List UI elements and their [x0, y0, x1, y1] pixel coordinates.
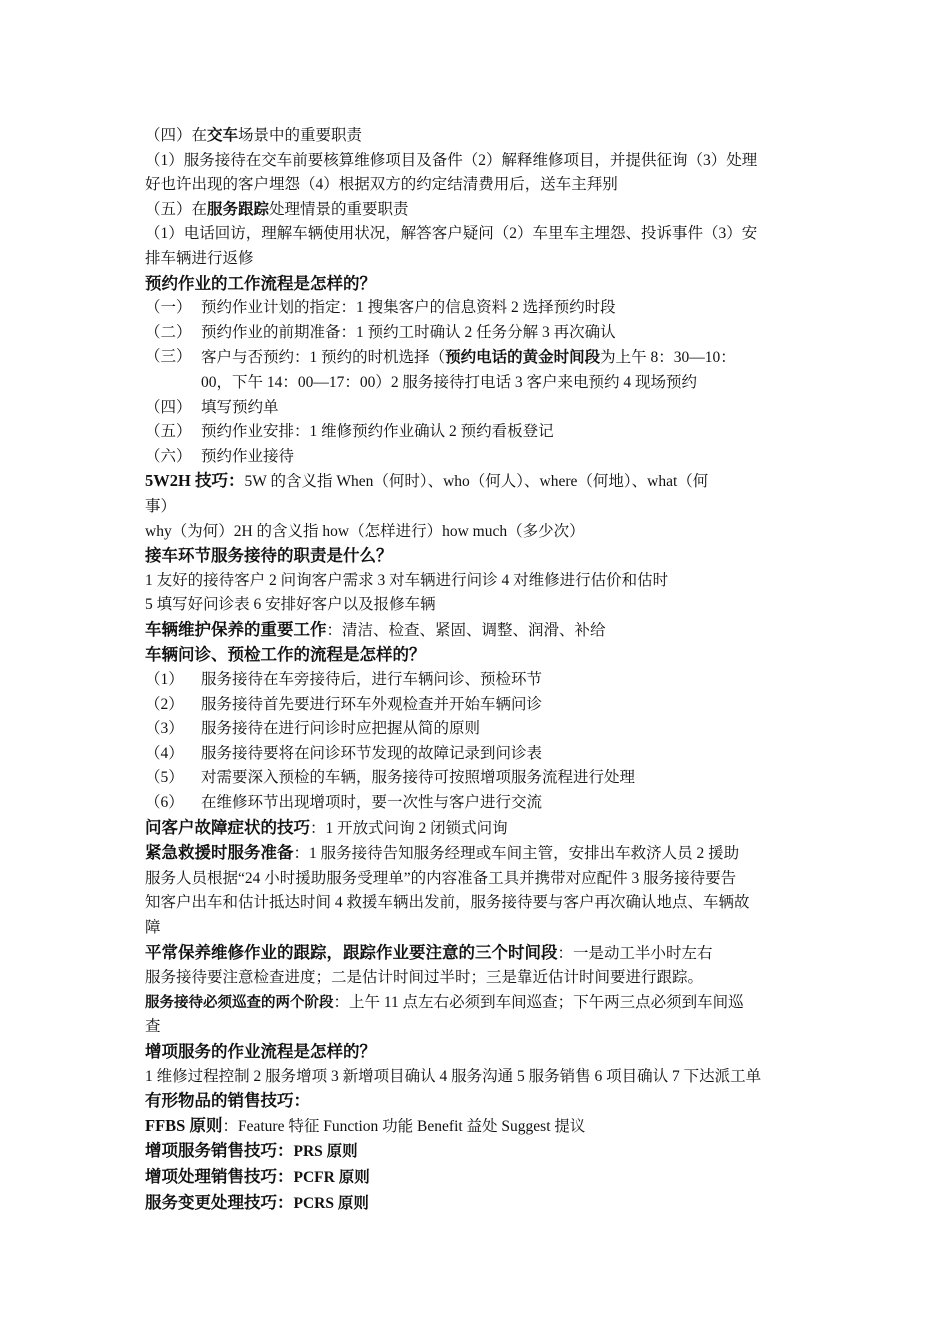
paragraph-tracking-line1: （1）电话回访，理解车辆使用状况，解答客户疑问（2）车里车主埋怨、投诉事件（3）安 — [145, 225, 758, 243]
paragraph-5w2h-line2: why（为何）2H 的含义指 how（怎样进行）how much（多少次） — [145, 522, 585, 540]
paragraph-duty-line1: 1 友好的接待客户 2 问询客户需求 3 对车辆进行问诊 4 对维修进行估价和估时 — [145, 571, 669, 589]
paragraph-rescue-line3: 知客户出车和估计抵达时间 4 救援车辆出发前，服务接待要与客户再次确认地点、车辆故 — [145, 894, 750, 912]
list-item: （一） 预约作业计划的指定：1 搜集客户的信息资料 2 选择预约时段 — [145, 299, 616, 317]
document-page — [145, 124, 825, 1216]
paragraph-pcfr: 增项处理销售技巧：PCFR 原则 — [145, 1166, 370, 1186]
heading-tangible-sales: 有形物品的销售技巧： — [145, 1091, 310, 1111]
list-item: （5） 对需要深入预检的车辆，服务接待可按照增项服务流程进行处理 — [145, 769, 636, 787]
paragraph-delivery-line1: （1）服务接待在交车前要核算维修项目及备件（2）解释维修项目，并提供征询（3）处理 — [145, 151, 758, 169]
heading-reception-duty: 接车环节服务接待的职责是什么？ — [145, 546, 393, 566]
paragraph-tracking-time-line1: 平常保养维修作业的跟踪，跟踪作业要注意的三个时间段：一是动工半小时左右 — [145, 942, 713, 962]
list-item: （4） 服务接待要将在问诊环节发现的故障记录到问诊表 — [145, 744, 543, 762]
paragraph-rescue-line4: 障 — [145, 919, 161, 936]
paragraph-ffbs: FFBS 原则：Feature 特征 Function 功能 Benefit 益处 Suggest 提议 — [145, 1115, 586, 1135]
paragraph-rescue-line2: 服务人员根据“24 小时援助服务受理单”的内容准备工具并携带对应配件 3 服务接待要告 — [145, 869, 737, 887]
list-item: （3） 服务接待在进行问诊时应把握从简的原则 — [145, 720, 481, 738]
paragraph-5w2h-line1: 5W2H 技巧：5W 的含义指 When（何时）、who（何人）、where（何地）、what（何 — [145, 471, 709, 491]
list-item: （1） 服务接待在车旁接待后，进行车辆问诊、预检环节 — [145, 671, 543, 689]
paragraph-rescue-line1: 紧急救援时服务准备：1 服务接待告知服务经理或车间主管，安排出车救济人员 2 援助 — [145, 843, 740, 863]
paragraph-maintenance: 车辆维护保养的重要工作：清洁、检查、紧固、调整、润滑、补给 — [145, 619, 606, 639]
paragraph-patrol-line1: 服务接待必须巡查的两个阶段：上午 11 点左右必须到车间巡查；下午两三点必须到车间巡 — [145, 993, 744, 1011]
list-item: （四） 填写预约单 — [145, 398, 279, 416]
paragraph-delivery-line2: 好也许出现的客户埋怨（4）根据双方的约定结清费用后，送车主拜别 — [145, 176, 618, 194]
list-item: （六） 预约作业接待 — [145, 447, 295, 465]
paragraph-5w2h-line1b: 事） — [145, 497, 177, 515]
paragraph-prs: 增项服务销售技巧：PRS 原则 — [145, 1141, 358, 1161]
heading-reservation-flow: 预约作业的工作流程是怎样的？ — [145, 273, 376, 293]
paragraph-patrol-line2: 查 — [145, 1018, 161, 1036]
paragraph-ask-symptoms: 问客户故障症状的技巧：1 开放式问询 2 闭锁式问询 — [145, 817, 508, 837]
section-heading-tracking: （五）在服务跟踪处理情景的重要职责 — [145, 200, 409, 218]
heading-inspection-flow: 车辆问诊、预检工作的流程是怎样的？ — [145, 645, 426, 665]
paragraph-tracking-line2: 排车辆进行返修 — [145, 249, 254, 267]
paragraph-addon-flow: 1 维修过程控制 2 服务增项 3 新增项目确认 4 服务沟通 5 服务销售 6 项目确认 7 下达派工单 — [145, 1067, 762, 1085]
paragraph-pcrs: 服务变更处理技巧：PCRS 原则 — [145, 1192, 369, 1212]
section-heading-delivery: （四）在交车场景中的重要职责 — [145, 127, 363, 144]
list-item: （6） 在维修环节出现增项时，要一次性与客户进行交流 — [145, 794, 543, 812]
list-item: （三） 客户与否预约：1 预约的时机选择（预约电话的黄金时间段为上午 8：30—10： — [145, 348, 736, 367]
list-item: （二） 预约作业的前期准备：1 预约工时确认 2 任务分解 3 再次确认 — [145, 323, 616, 341]
heading-addon-flow: 增项服务的作业流程是怎样的？ — [145, 1041, 376, 1061]
paragraph-tracking-time-line2: 服务接待要注意检查进度；二是估计时间过半时；三是靠近估计时间要进行跟踪。 — [145, 969, 704, 987]
list-item: （五） 预约作业安排：1 维修预约作业确认 2 预约看板登记 — [145, 423, 554, 441]
paragraph-duty-line2: 5 填写好问诊表 6 安排好客户以及报修车辆 — [145, 596, 436, 614]
list-item-continuation: 00，下午 14：00—17：00）2 服务接待打电话 3 客户来电预约 4 现场预约 — [201, 373, 698, 391]
list-item: （2） 服务接待首先要进行环车外观检查并开始车辆问诊 — [145, 695, 543, 713]
